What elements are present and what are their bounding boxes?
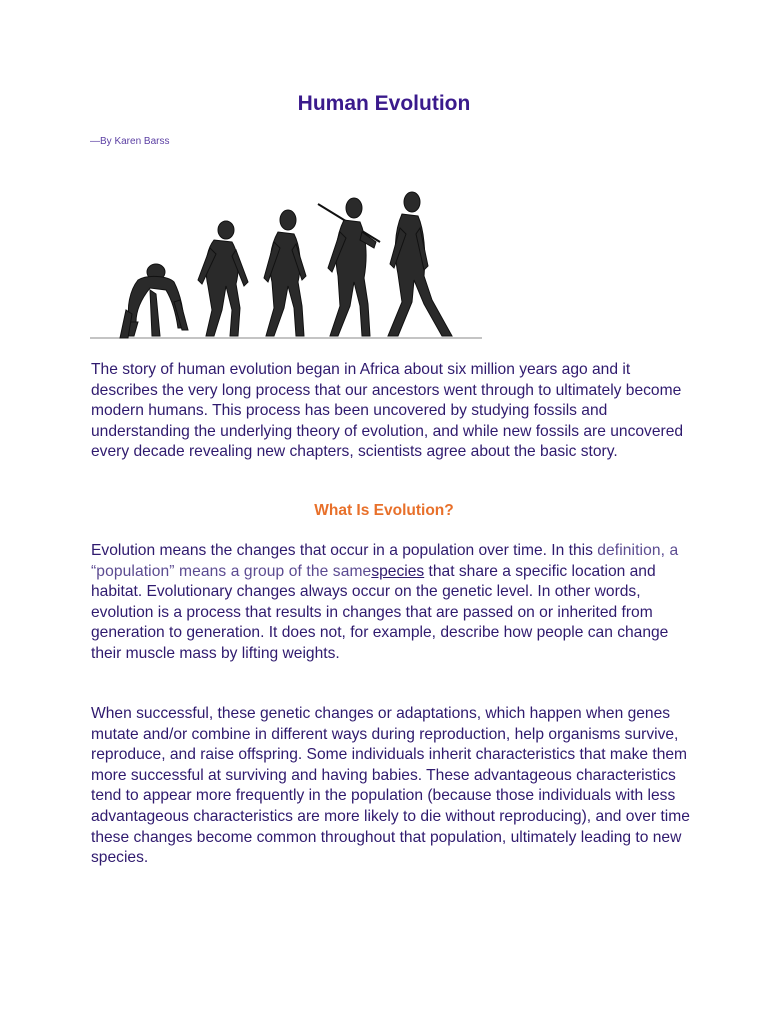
paragraph-text-part-1: Evolution means the changes that occur in a population over time. In this <box>91 542 598 559</box>
march-of-progress-illustration <box>90 190 482 342</box>
ape-figure-2 <box>198 221 248 336</box>
adaptation-paragraph: When successful, these genetic changes or adaptations, which happen when genes mutate and/or combine in different ways during reproduction, help organisms survive, reproduce, and raise offspring. Some individuals inherit characteristics that make them more successful at surviving and having babies. These advantageous characteristics tend to appear more frequently in the population (because those individuals with less advantageous characteristics are more likely to die without reproducing), and over time these changes become common throughout that population, ultimately leading to new species. <box>91 705 690 867</box>
hominid-figure-4 <box>318 198 380 336</box>
human-figure-5 <box>388 192 452 336</box>
author-byline: —By Karen Barss <box>90 136 170 147</box>
evolution-definition-paragraph <box>91 541 691 665</box>
ape-figure-1 <box>120 264 188 338</box>
intro-paragraph: The story of human evolution began in Africa about six million years ago and it describes the very long process that our ancestors went through to ultimately become modern humans. This process has been uncovered by studying fossils and understanding the underlying theory of evolution, and while new fossils are uncovered every decade revealing new chapters, scientists agree about the basic story. <box>91 361 684 461</box>
paragraph-text-part-3: that share a specific location and habitat. Evolutionary changes always occur on the genetic level. In other words, evolution is a process that results in changes that are passed on or inherited from generation to generation. It does not, for example, describe how people can change their muscle mass by lifting weights. <box>91 562 669 662</box>
page-title: Human Evolution <box>297 92 471 115</box>
species-link[interactable]: species <box>371 562 425 580</box>
section-heading: What Is Evolution? <box>314 502 454 519</box>
paragraph-text-part-2: definition, a “population” means a group of the same <box>91 542 679 580</box>
hominid-figure-3 <box>264 210 306 336</box>
